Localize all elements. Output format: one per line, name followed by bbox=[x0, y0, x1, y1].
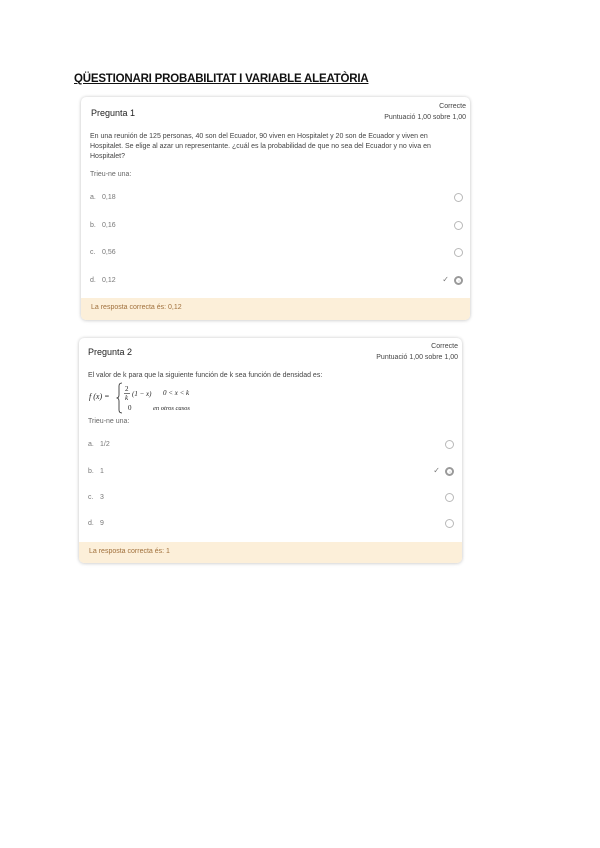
formula-cond2: en otros casos bbox=[153, 405, 190, 412]
feedback-text: La resposta correcta és: 1 bbox=[89, 548, 170, 555]
option-letter: a. bbox=[88, 441, 94, 448]
option-value: 3 bbox=[100, 494, 104, 501]
option-letter: c. bbox=[90, 249, 96, 256]
formula-lhs: f (x) = bbox=[89, 392, 110, 401]
radio-icon[interactable] bbox=[445, 493, 454, 502]
question-status bbox=[376, 341, 458, 363]
option-value: 0,12 bbox=[102, 277, 116, 284]
option-value: 1/2 bbox=[100, 441, 110, 448]
density-formula bbox=[88, 381, 218, 415]
option-d[interactable] bbox=[90, 275, 463, 289]
option-value: 1 bbox=[100, 468, 104, 475]
radio-icon[interactable] bbox=[445, 440, 454, 449]
question-title: Pregunta 2 bbox=[88, 347, 133, 357]
question-text: En una reunión de 125 personas, 40 son del Ecuador, 90 viven en Hospitalet y 20 son de Ecuador y viven en Hospitalet. Se elige al azar un representante. ¿cuál es la probabilidad de que no sea del Ecuador y no viva en Hospitalet? bbox=[90, 133, 431, 160]
option-value: 9 bbox=[100, 520, 104, 527]
status-label: Correcte bbox=[431, 343, 458, 350]
radio-icon[interactable] bbox=[445, 519, 454, 528]
feedback-text: La resposta correcta és: 0,12 bbox=[91, 304, 182, 311]
radio-icon[interactable] bbox=[454, 276, 463, 285]
option-a[interactable] bbox=[88, 439, 454, 453]
option-b[interactable] bbox=[88, 466, 454, 480]
checkmark-icon: ✓ bbox=[442, 275, 449, 284]
option-letter: d. bbox=[88, 520, 94, 527]
score-label: Puntuació 1,00 sobre 1,00 bbox=[376, 354, 458, 361]
radio-icon[interactable] bbox=[454, 193, 463, 202]
formula-expr: (1 − x) bbox=[132, 390, 152, 398]
status-label: Correcte bbox=[439, 103, 466, 110]
option-d[interactable] bbox=[88, 518, 454, 532]
radio-icon[interactable] bbox=[454, 221, 463, 230]
radio-icon[interactable] bbox=[454, 248, 463, 257]
score-label: Puntuació 1,00 sobre 1,00 bbox=[384, 114, 466, 121]
choose-prompt: Trieu-ne una: bbox=[88, 418, 130, 425]
formula-num: 2 bbox=[125, 385, 129, 393]
question-card-2 bbox=[79, 338, 462, 563]
option-value: 0,56 bbox=[102, 249, 116, 256]
option-letter: a. bbox=[90, 194, 96, 201]
question-status bbox=[384, 101, 466, 123]
option-b[interactable] bbox=[90, 220, 463, 234]
option-c[interactable] bbox=[90, 247, 463, 261]
document-title: QÜESTIONARI PROBABILITAT I VARIABLE ALEATÒRIA bbox=[74, 73, 369, 85]
checkmark-icon: ✓ bbox=[433, 466, 440, 475]
option-value: 0,16 bbox=[102, 222, 116, 229]
option-letter: b. bbox=[90, 222, 96, 229]
formula-case2: 0 bbox=[128, 404, 132, 412]
option-letter: d. bbox=[90, 277, 96, 284]
option-a[interactable] bbox=[90, 192, 463, 206]
feedback-box bbox=[81, 298, 470, 320]
option-value: 0,18 bbox=[102, 194, 116, 201]
option-letter: b. bbox=[88, 468, 94, 475]
radio-icon[interactable] bbox=[445, 467, 454, 476]
question-title: Pregunta 1 bbox=[91, 108, 136, 118]
question-card-1 bbox=[81, 97, 470, 320]
formula-brace bbox=[117, 383, 123, 413]
question-text: El valor de k para que la siguiente función de k sea función de densidad es: bbox=[88, 372, 323, 379]
formula-cond1: 0 < x < k bbox=[163, 389, 190, 397]
option-c[interactable] bbox=[88, 492, 454, 506]
formula-den: k bbox=[125, 394, 129, 402]
choose-prompt: Trieu-ne una: bbox=[90, 171, 132, 178]
feedback-box bbox=[79, 542, 462, 563]
option-letter: c. bbox=[88, 494, 94, 501]
